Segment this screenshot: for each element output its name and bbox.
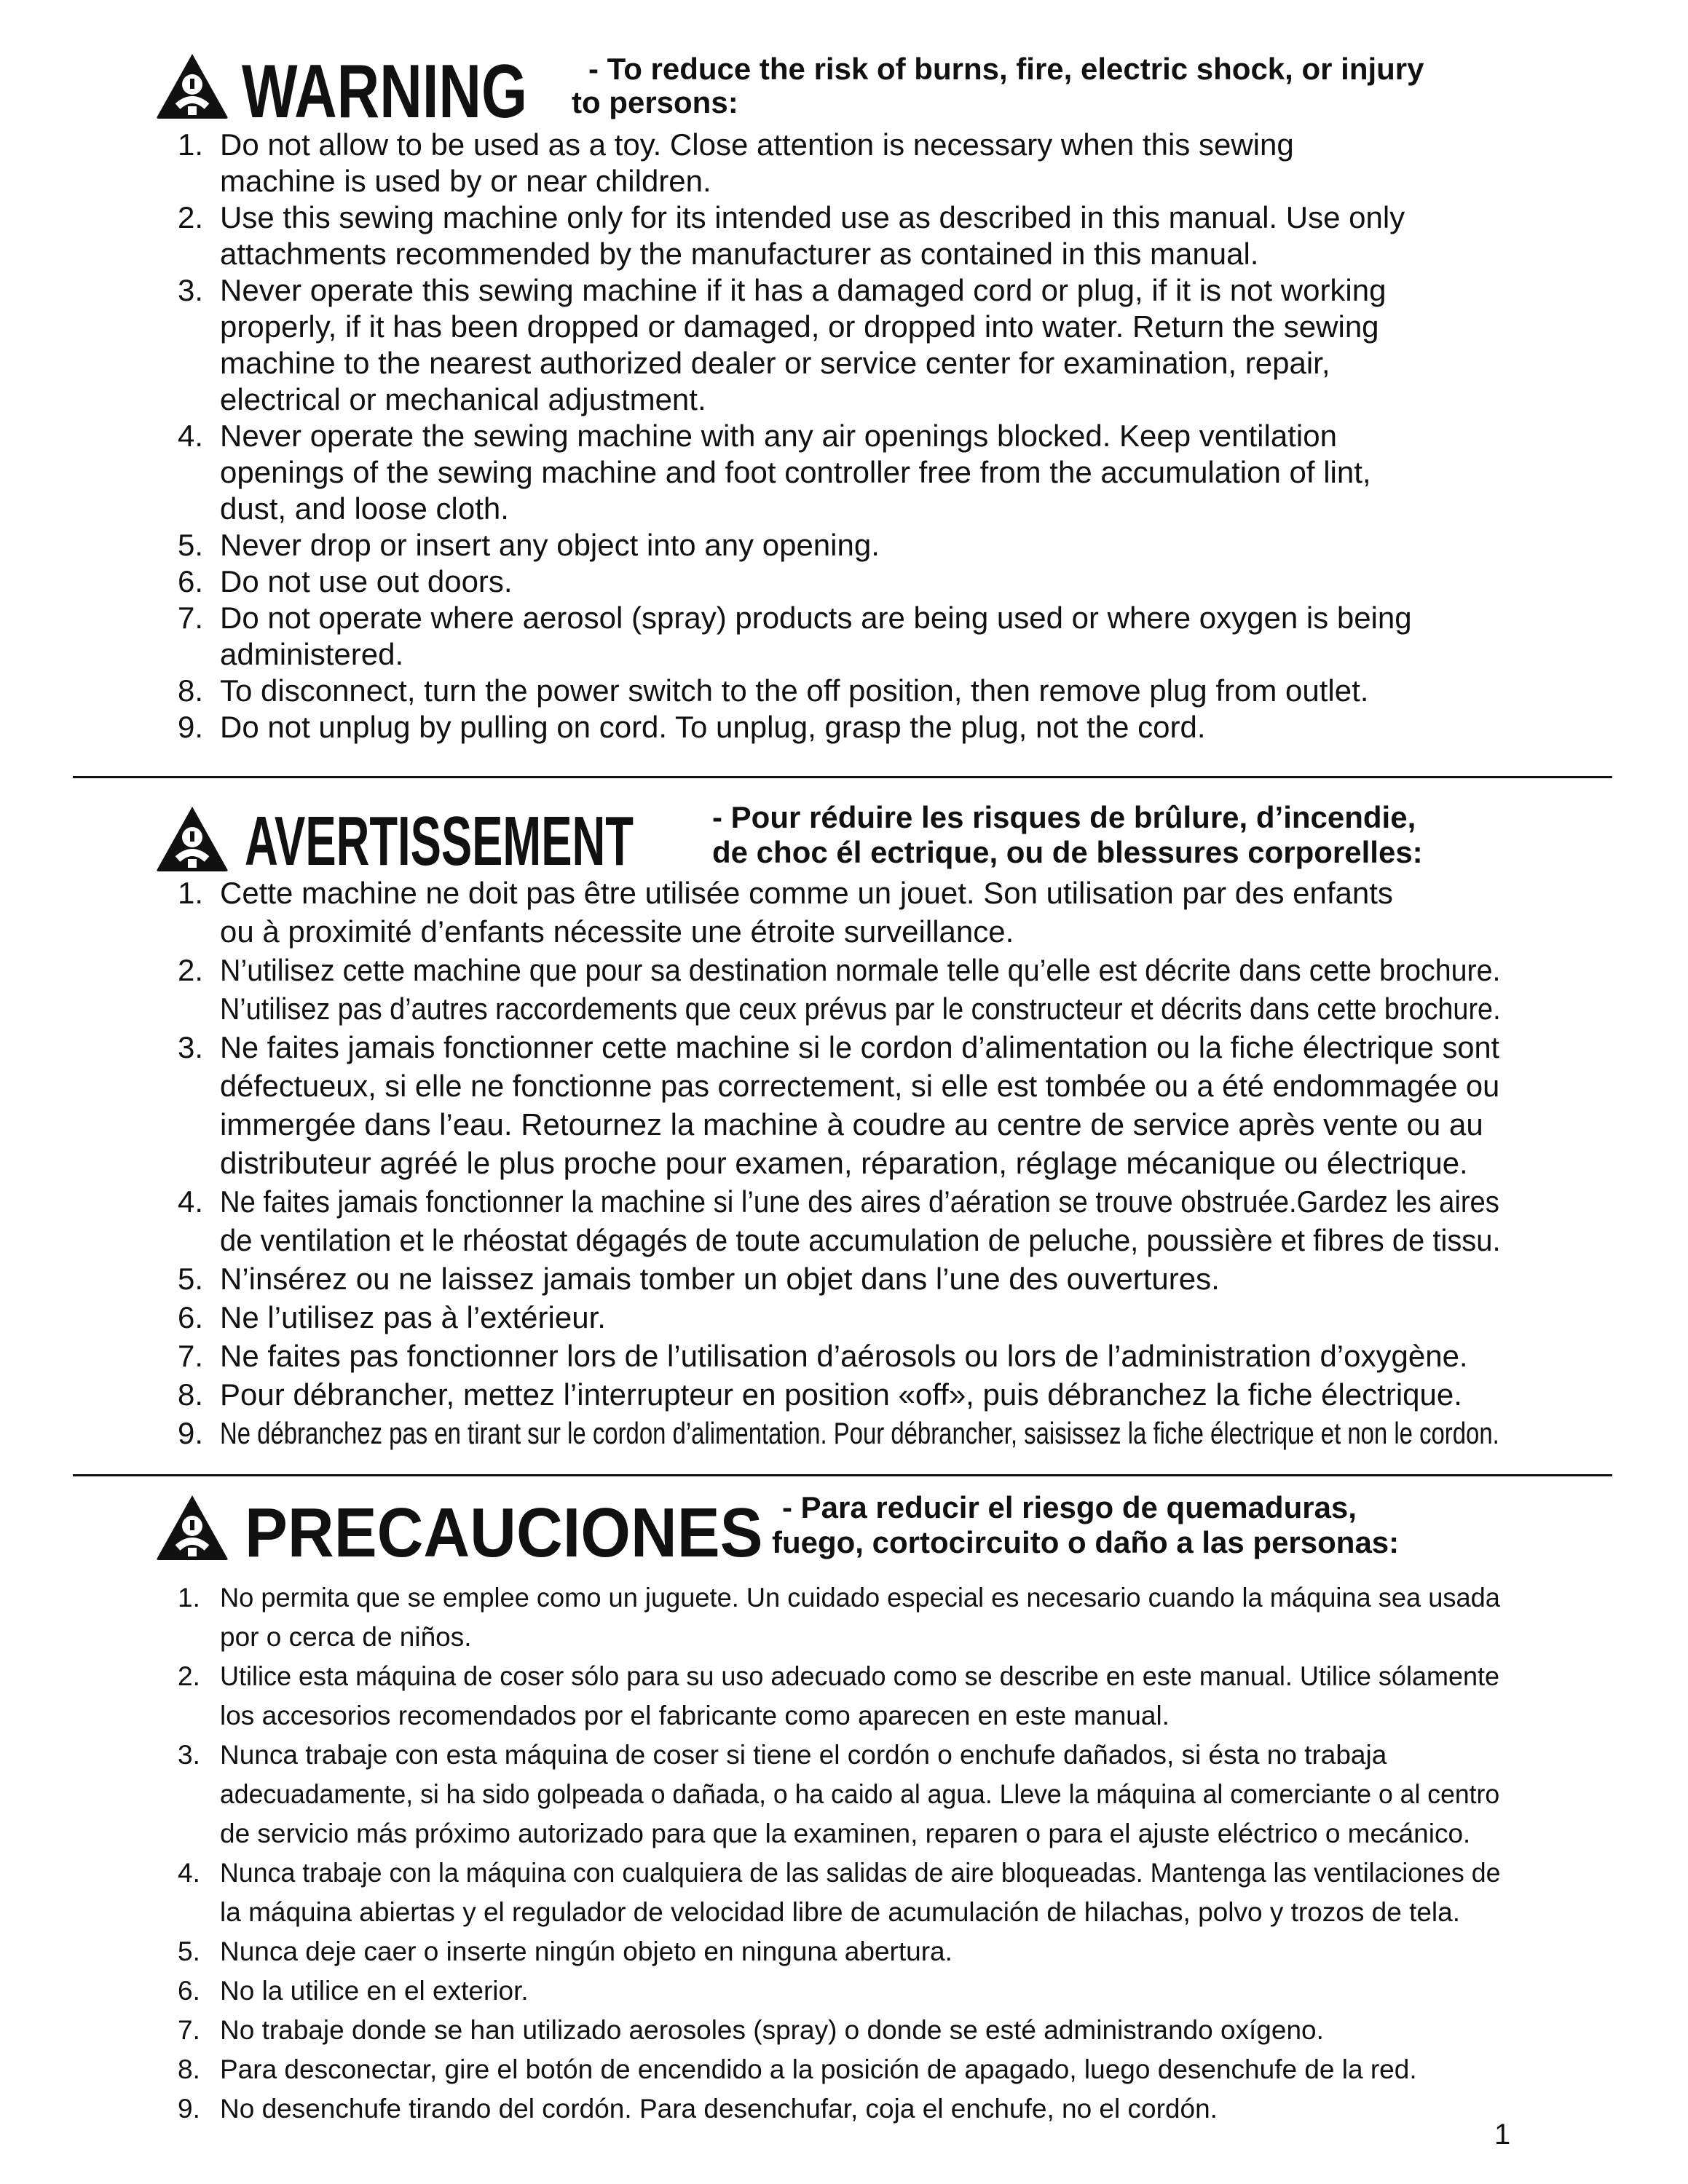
list-item-line: Do not allow to be used as a toy. Close attention is necessary when this sewing <box>220 127 1294 162</box>
list-item <box>0 1971 1550 2011</box>
list-item-line: N’utilisez pas d’autres raccordements que ceux prévus par le constructeur et décrits dans cette brochure. <box>220 992 1501 1026</box>
list-item-number: 5. <box>178 1936 200 1966</box>
section-title: PRECAUCIONES <box>245 1494 763 1572</box>
list-item <box>0 1657 1550 1736</box>
section-header <box>0 1487 1688 1572</box>
list-item <box>0 1028 1688 1182</box>
list-item <box>0 2089 1550 2129</box>
section-subtitle-line1: - Pour réduire les risques de brûlure, d’incendie, <box>712 800 1416 834</box>
list-item-line: No la utilice en el exterior. <box>220 1976 529 2006</box>
list-item-line: de servicio más próximo autorizado para que la examinen, reparen o para el ajuste eléctrico o mecánico. <box>220 1819 1471 1848</box>
warning-triangle-icon <box>156 805 229 872</box>
warning-triangle-icon <box>156 52 229 119</box>
list-item-number: 6. <box>178 564 204 598</box>
list-item-line: Do not operate where aerosol (spray) products are being used or where oxygen is being <box>220 601 1412 635</box>
list-item-number: 9. <box>178 2094 200 2124</box>
list-item-line: N’utilisez cette machine que pour sa destination normale telle qu’elle est décrite dans cette brochure. <box>220 953 1501 987</box>
list-item <box>0 2050 1550 2089</box>
list-item-number: 7. <box>178 2015 200 2045</box>
list-item-line: attachments recommended by the manufacturer as contained in this manual. <box>220 237 1259 271</box>
list-item <box>0 527 1412 563</box>
list-item-number: 4. <box>178 1184 204 1219</box>
list-item-number: 3. <box>178 1740 200 1770</box>
list-item-line: Never operate the sewing machine with any air openings blocked. Keep ventilation <box>220 419 1337 453</box>
list-item-number: 9. <box>178 1416 204 1450</box>
list-item-line: distributeur agréé le plus proche pour examen, réparation, réglage mécanique ou électrique. <box>220 1146 1468 1180</box>
list-item <box>0 1259 1688 1298</box>
list-item <box>0 1578 1550 1657</box>
section-subtitle-line1: - Para reducir el riesgo de quemaduras, <box>782 1490 1357 1524</box>
list-item-line: por o cerca de niños. <box>220 1622 472 1652</box>
list-item-line: No trabaje donde se han utilizado aerosoles (spray) o donde se esté administrando oxígeno. <box>220 2015 1324 2045</box>
list-item-line: Do not unplug by pulling on cord. To unplug, grasp the plug, not the cord. <box>220 710 1206 744</box>
list-item-line: los accesorios recomendados por el fabricante como aparecen en este manual. <box>220 1701 1170 1730</box>
list-item-number: 2. <box>178 1661 200 1691</box>
list-item-line: Nunca trabaje con la máquina con cualquiera de las salidas de aire bloqueadas. Mantenga las ventilaciones de <box>220 1858 1501 1888</box>
warning-section <box>0 45 1688 744</box>
list-item-line: Para desconectar, gire el botón de encendido a la posición de apagado, luego desenchufe de la red. <box>220 2054 1417 2084</box>
list-item <box>0 1375 1688 1414</box>
list-item <box>0 874 1688 951</box>
list-item-line: No permita que se emplee como un juguete. Un cuidado especial es necesario cuando la máquina sea usada <box>220 1583 1500 1613</box>
list-item-line: adecuadamente, si ha sido golpeada o dañada, o ha caido al agua. Lleve la máquina al comerciante o al centro <box>220 1779 1500 1809</box>
list-item-number: 6. <box>178 1300 204 1334</box>
list-item <box>0 709 1412 745</box>
list-item-number: 1. <box>178 1583 200 1613</box>
list-item-number: 9. <box>178 710 204 744</box>
list-item <box>0 1736 1550 1853</box>
list-item-line: Pour débrancher, mettez l’interrupteur en position «off», puis débranchez la fiche électrique. <box>220 1377 1462 1412</box>
list-item-line: machine is used by or near children. <box>220 164 711 198</box>
list-item <box>0 2011 1550 2050</box>
list-item-line: Nunca deje caer o inserte ningún objeto en ninguna abertura. <box>220 1936 953 1966</box>
list-item-number: 8. <box>178 1377 204 1412</box>
list-item-line: Ne l’utilisez pas à l’extérieur. <box>220 1300 606 1334</box>
section-divider <box>73 776 1612 778</box>
section-subtitle-line2: fuego, cortocircuito o daño a las personas: <box>772 1525 1400 1559</box>
list-item-line: Ne faites jamais fonctionner cette machine si le cordon d’alimentation ou la fiche électrique sont <box>220 1030 1500 1064</box>
list-item-line: Do not use out doors. <box>220 564 513 598</box>
list-item-number: 2. <box>178 200 204 234</box>
list-item <box>0 673 1412 709</box>
list-item-number: 3. <box>178 273 204 307</box>
list-item <box>0 1182 1688 1259</box>
list-item <box>0 951 1688 1028</box>
list-item <box>0 1337 1688 1375</box>
list-item-line: Ne faites pas fonctionner lors de l’utilisation d’aérosols ou lors de l’administration d’oxygène. <box>220 1339 1468 1373</box>
list-item-line: Never drop or insert any object into any opening. <box>220 528 880 562</box>
precauciones-list <box>0 1578 1550 2129</box>
list-item-number: 4. <box>178 419 204 453</box>
list-item-line: Nunca trabaje con esta máquina de coser si tiene el cordón o enchufe dañados, si ésta no trabaja <box>220 1740 1387 1770</box>
section-subtitle-line2: de choc él ectrique, ou de blessures corporelles: <box>712 835 1423 869</box>
section-header <box>0 798 1688 878</box>
list-item-line: Ne débranchez pas en tirant sur le cordon d’alimentation. Pour débrancher, saisissez la fiche électrique et non le cordon. <box>220 1416 1499 1450</box>
list-item <box>0 272 1412 418</box>
list-item <box>0 563 1412 600</box>
section-header <box>0 45 1688 134</box>
list-item-number: 7. <box>178 601 204 635</box>
list-item-line: To disconnect, turn the power switch to the off position, then remove plug from outlet. <box>220 673 1369 708</box>
section-divider <box>73 1474 1612 1476</box>
warning-triangle-icon <box>156 1494 229 1561</box>
list-item-number: 4. <box>178 1858 200 1888</box>
section-title: WARNING <box>242 50 528 134</box>
list-item-line: machine to the nearest authorized dealer or service center for examination, repair, <box>220 346 1330 380</box>
section-subtitle-line1: - To reduce the risk of burns, fire, electric shock, or injury <box>588 52 1424 86</box>
precauciones-section <box>0 1487 1688 2124</box>
section-subtitle-line2: to persons: <box>572 85 738 119</box>
list-item-line: properly, if it has been dropped or damaged, or dropped into water. Return the sewing <box>220 309 1379 344</box>
page-number: 1 <box>1494 2118 1511 2151</box>
list-item <box>0 199 1412 272</box>
list-item <box>0 418 1412 527</box>
list-item-line: Utilice esta máquina de coser sólo para su uso adecuado como se describe en este manual. Utilice sólamente <box>220 1661 1500 1691</box>
list-item-line: openings of the sewing machine and foot controller free from the accumulation of lint, <box>220 455 1371 489</box>
list-item-line: Cette machine ne doit pas être utilisée comme un jouet. Son utilisation par des enfants <box>220 876 1393 910</box>
list-item-line: Never operate this sewing machine if it has a damaged cord or plug, if it is not working <box>220 273 1387 307</box>
list-item-number: 1. <box>178 876 204 910</box>
list-item <box>0 1298 1688 1337</box>
list-item-line: Use this sewing machine only for its intended use as described in this manual. Use only <box>220 200 1405 234</box>
list-item <box>0 600 1412 673</box>
list-item-line: dust, and loose cloth. <box>220 491 509 526</box>
list-item-number: 6. <box>178 1976 200 2006</box>
list-item-number: 8. <box>178 673 204 708</box>
avertissement-list <box>0 874 1688 1452</box>
list-item-line: défectueux, si elle ne fonctionne pas correctement, si elle est tombée ou a été endommagée ou <box>220 1069 1500 1103</box>
list-item-number: 3. <box>178 1030 204 1064</box>
list-item-line: N’insérez ou ne laissez jamais tomber un objet dans l’une des ouvertures. <box>220 1262 1220 1296</box>
list-item <box>0 1853 1550 1932</box>
list-item-line: No desenchufe tirando del cordón. Para desenchufar, coja el enchufe, no el cordón. <box>220 2094 1218 2124</box>
avertissement-section <box>0 798 1688 1450</box>
list-item-number: 2. <box>178 953 204 987</box>
list-item-line: Ne faites jamais fonctionner la machine si l’une des aires d’aération se trouve obstruée.Gardez les aires <box>220 1184 1499 1219</box>
list-item <box>0 1932 1550 1971</box>
list-item-number: 7. <box>178 1339 204 1373</box>
list-item-line: de ventilation et le rhéostat dégagés de toute accumulation de peluche, poussière et fibres de tissu. <box>220 1223 1501 1257</box>
list-item-number: 8. <box>178 2054 200 2084</box>
warning-list <box>0 127 1412 745</box>
list-item-number: 5. <box>178 1262 204 1296</box>
list-item-number: 1. <box>178 127 204 162</box>
list-item-number: 5. <box>178 528 204 562</box>
list-item-line: immergée dans l’eau. Retournez la machine à coudre au centre de service après vente ou au <box>220 1107 1483 1142</box>
section-title: AVERTISSEMENT <box>245 802 634 880</box>
list-item-line: electrical or mechanical adjustment. <box>220 382 706 416</box>
list-item <box>0 1414 1688 1452</box>
list-item-line: la máquina abiertas y el regulador de velocidad libre de acumulación de hilachas, polvo y trozos de tela. <box>220 1897 1461 1927</box>
list-item-line: ou à proximité d’enfants nécessite une étroite surveillance. <box>220 914 1014 949</box>
list-item-line: administered. <box>220 637 404 671</box>
list-item <box>0 127 1412 199</box>
